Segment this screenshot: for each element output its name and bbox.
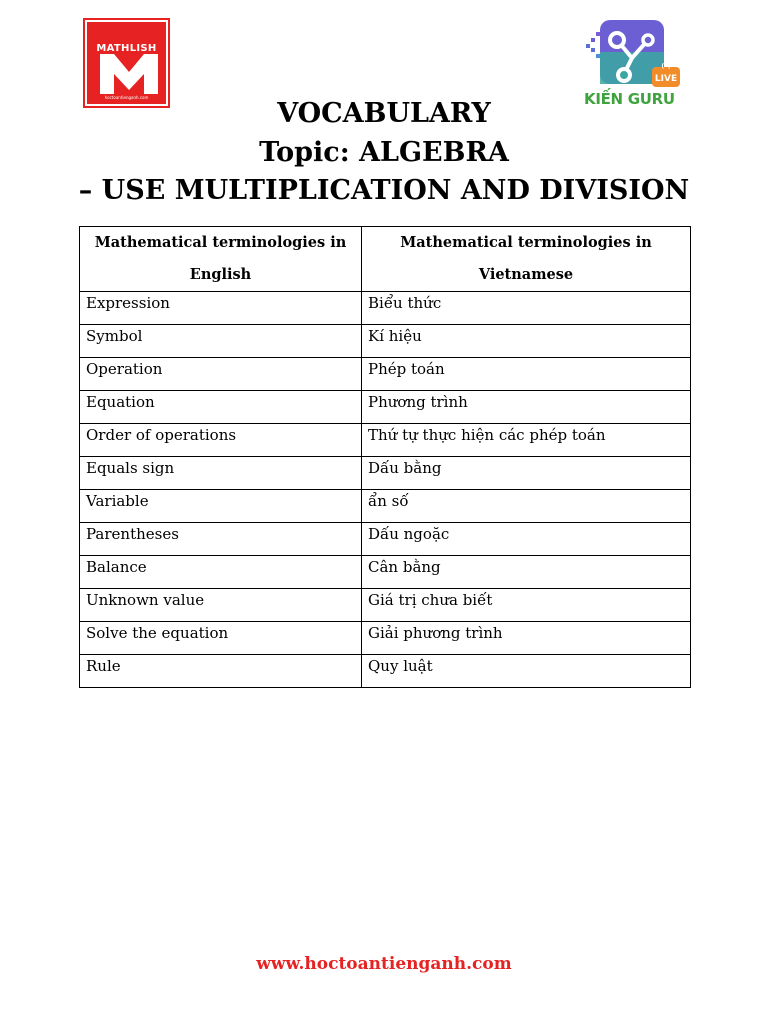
title-topic: Topic: ALGEBRA [259, 137, 509, 168]
table-row [80, 358, 691, 391]
term-english: Rule [80, 655, 362, 688]
vocabulary-table [79, 226, 691, 688]
table-row [80, 523, 691, 556]
term-vietnamese: Dấu ngoặc [362, 523, 691, 556]
term-english: Balance [80, 556, 362, 589]
term-english: Solve the equation [80, 622, 362, 655]
title-subtopic: – USE MULTIPLICATION AND DIVISION [78, 175, 690, 206]
term-english: Unknown value [80, 589, 362, 622]
term-vietnamese: ẩn số [362, 490, 691, 523]
term-vietnamese: Giá trị chưa biết [362, 589, 691, 622]
table-row [80, 424, 691, 457]
mathlish-logo-text: MATHLISH [96, 43, 157, 54]
term-english: Equals sign [80, 457, 362, 490]
term-english: Order of operations [80, 424, 362, 457]
table-row [80, 325, 691, 358]
term-vietnamese: Cân bằng [362, 556, 691, 589]
mathlish-logo-url: hoctoantienganh.com [104, 95, 149, 100]
term-english: Operation [80, 358, 362, 391]
footer-website-link[interactable]: www.hoctoantienganh.com [256, 954, 512, 974]
live-badge: (•) LIVE [652, 67, 680, 87]
table-row [80, 391, 691, 424]
term-vietnamese: Kí hiệu [362, 325, 691, 358]
term-vietnamese: Biểu thức [362, 292, 691, 325]
term-english: Equation [80, 391, 362, 424]
mathlish-m-icon [100, 54, 158, 94]
table-row [80, 292, 691, 325]
term-english: Variable [80, 490, 362, 523]
table-row [80, 622, 691, 655]
term-english: Symbol [80, 325, 362, 358]
term-vietnamese: Giải phương trình [362, 622, 691, 655]
table-header-row [80, 227, 691, 292]
term-english: Parentheses [80, 523, 362, 556]
term-english: Expression [80, 292, 362, 325]
table-row [80, 556, 691, 589]
term-vietnamese: Quy luật [362, 655, 691, 688]
kien-guru-logo-text: KIẾN GURU [584, 90, 675, 108]
term-vietnamese: Thứ tự thực hiện các phép toán [362, 424, 691, 457]
header-vietnamese: Mathematical terminologies in Vietnamese [362, 227, 691, 292]
header-english: Mathematical terminologies in English [80, 227, 362, 292]
table-row [80, 490, 691, 523]
title-vocabulary: VOCABULARY [277, 98, 491, 129]
term-vietnamese: Phương trình [362, 391, 691, 424]
term-vietnamese: Dấu bằng [362, 457, 691, 490]
table-row [80, 655, 691, 688]
table-row [80, 457, 691, 490]
term-vietnamese: Phép toán [362, 358, 691, 391]
table-row [80, 589, 691, 622]
